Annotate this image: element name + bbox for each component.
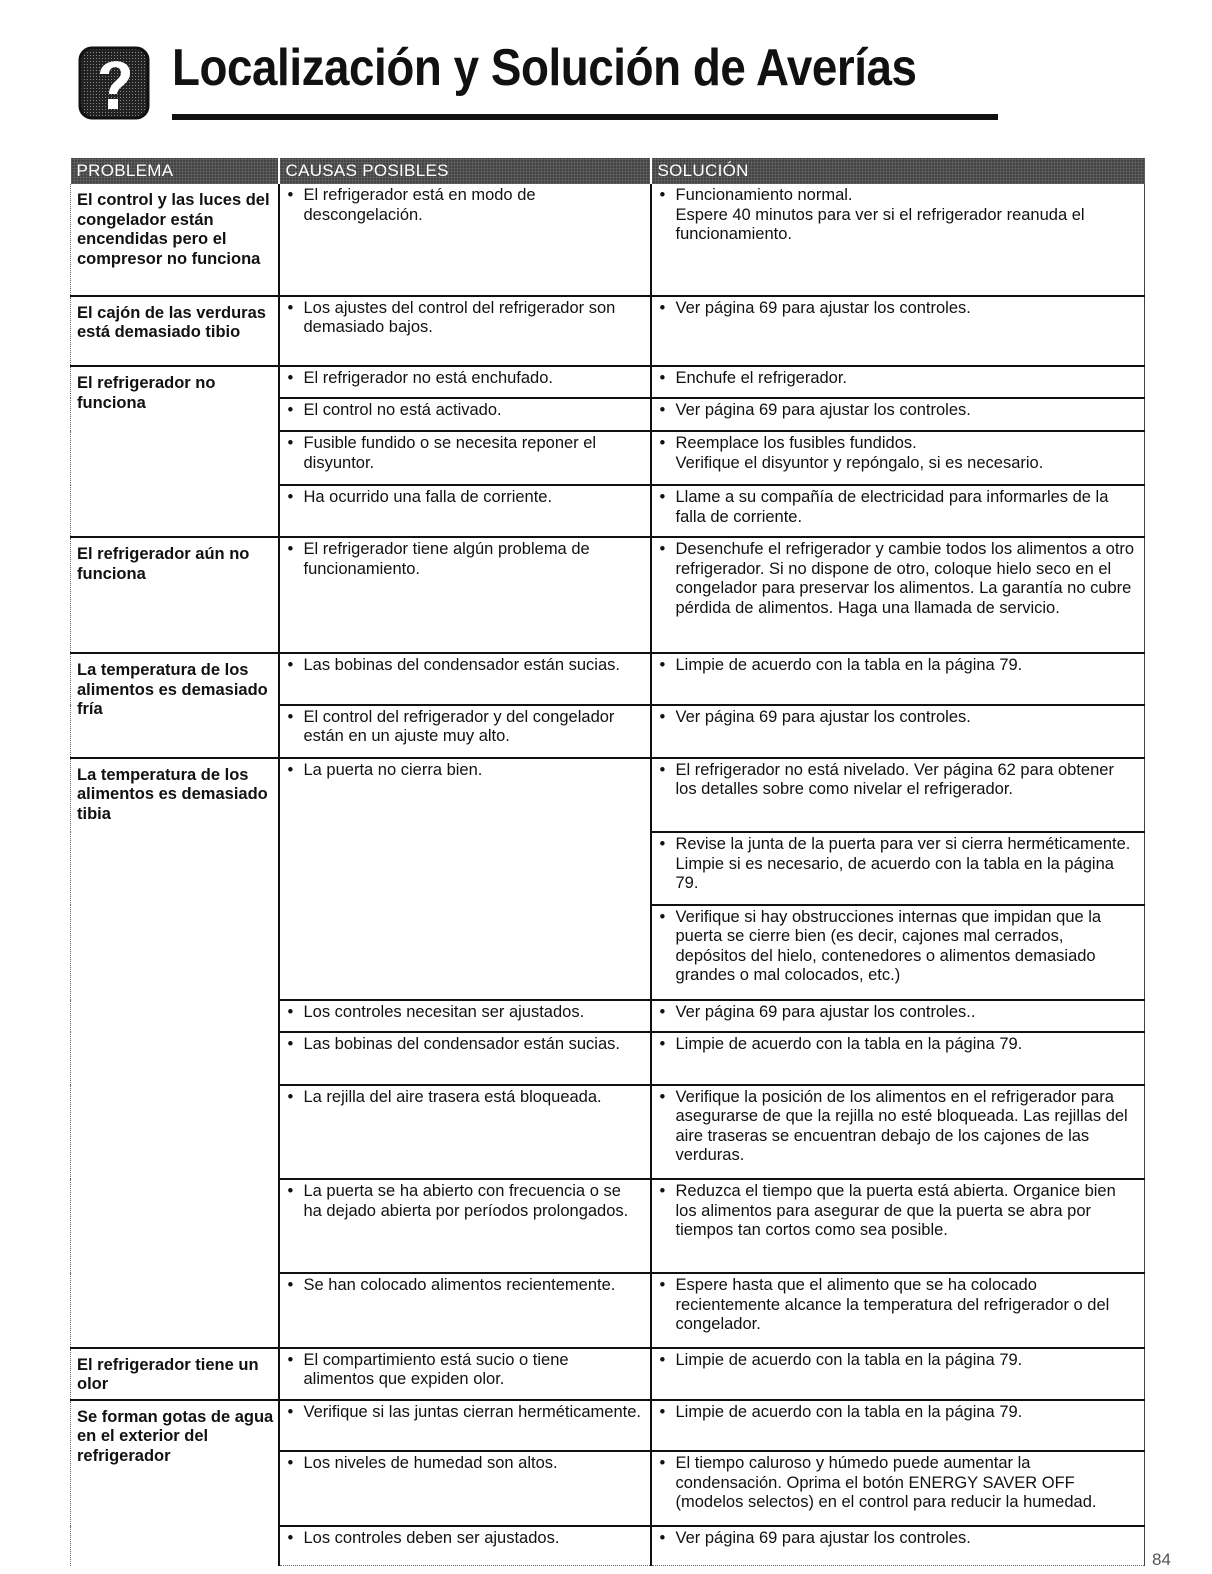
cause-cell: • Los controles deben ser ajustados.: [279, 1526, 651, 1566]
title-area: [78, 36, 920, 126]
cause-cell: • Se han colocado alimentos recientemente.: [279, 1273, 651, 1348]
table-row: [71, 653, 1145, 705]
cause-cell: • Las bobinas del condensador están sucias.: [279, 1032, 651, 1085]
cause-cell: • El control no está activado.: [279, 398, 651, 431]
solution-cell: • Ver página 69 para ajustar los controles.: [651, 705, 1145, 758]
header-causas: CAUSAS POSIBLES: [279, 158, 651, 184]
solution-cell: • Reemplace los fusibles fundidos. Verifique el disyuntor y repóngalo, si es necesario.: [651, 431, 1145, 485]
problem-cell: El refrigerador no funciona: [71, 366, 279, 537]
table-row: [71, 366, 1145, 398]
cause-cell: • Las bobinas del condensador están sucias.: [279, 653, 651, 705]
solution-cell: • Limpie de acuerdo con la tabla en la página 79.: [651, 1032, 1145, 1085]
header-solucion: SOLUCIÓN: [651, 158, 1145, 184]
solution-cell: • Revise la junta de la puerta para ver si cierra herméticamente. Limpie si es necesario, de acuerdo con la tabla en la página 79.: [651, 832, 1145, 904]
table-row: [71, 296, 1145, 366]
cause-cell: • El compartimiento está sucio o tiene alimentos que expiden olor.: [279, 1348, 651, 1400]
solution-cell: • Ver página 69 para ajustar los controles..: [651, 1000, 1145, 1032]
cause-cell: • La rejilla del aire trasera está bloqueada.: [279, 1085, 651, 1179]
cause-cell: • La puerta no cierra bien.: [279, 758, 651, 1000]
solution-cell: • Verifique la posición de los alimentos en el refrigerador para asegurarse de que la rejilla no esté bloqueada. Las rejillas del aire traseras se encuentran debajo de los cajones de las verduras.: [651, 1085, 1145, 1179]
solution-cell: • Llame a su compañía de electricidad para informarles de la falla de corriente.: [651, 485, 1145, 537]
cause-cell: • El refrigerador tiene algún problema de funcionamiento.: [279, 537, 651, 653]
table-row: [71, 1348, 1145, 1400]
page-number: 84: [1152, 1550, 1171, 1569]
problem-cell: El refrigerador aún no funciona: [71, 537, 279, 653]
solution-cell: • Limpie de acuerdo con la tabla en la página 79.: [651, 653, 1145, 705]
question-mark-icon: [78, 46, 150, 120]
problem-cell: Se forman gotas de agua en el exterior del refrigerador: [71, 1400, 279, 1566]
solution-cell: • Ver página 69 para ajustar los controles.: [651, 398, 1145, 431]
table-row: [71, 758, 1145, 833]
page-title: Localización y Solución de Averías: [172, 39, 917, 97]
solution-cell: • Limpie de acuerdo con la tabla en la página 79.: [651, 1400, 1145, 1452]
solution-cell: • Ver página 69 para ajustar los controles.: [651, 1526, 1145, 1566]
table-row: [71, 184, 1145, 296]
problem-cell: La temperatura de los alimentos es demasiado tibia: [71, 758, 279, 1348]
cause-cell: • El control del refrigerador y del congelador están en un ajuste muy alto.: [279, 705, 651, 758]
solution-cell: • El tiempo caluroso y húmedo puede aumentar la condensación. Oprima el botón ENERGY SAVER OFF (modelos selectos) en el control para reducir la humedad.: [651, 1451, 1145, 1526]
header-problema: PROBLEMA: [71, 158, 279, 184]
solution-cell: • Ver página 69 para ajustar los controles.: [651, 296, 1145, 366]
table-row: [71, 537, 1145, 653]
cause-cell: • Los ajustes del control del refrigerador son demasiado bajos.: [279, 296, 651, 366]
solution-cell: • El refrigerador no está nivelado. Ver página 62 para obtener los detalles sobre como nivelar el refrigerador.: [651, 758, 1145, 833]
cause-cell: • Los niveles de humedad son altos.: [279, 1451, 651, 1526]
solution-cell: • Desenchufe el refrigerador y cambie todos los alimentos a otro refrigerador. Si no dispone de otro, coloque hielo seco en el congelador para preservar los alimentos. La garantía no cubre pérdida de alimentos. Haga una llamada de servicio.: [651, 537, 1145, 653]
problem-cell: El refrigerador tiene un olor: [71, 1348, 279, 1400]
solution-cell: • Reduzca el tiempo que la puerta está abierta. Organice bien los alimentos para asegurar de que la puerta se abra por tiempos tan cortos como sea posible.: [651, 1179, 1145, 1273]
cause-cell: • El refrigerador no está enchufado.: [279, 366, 651, 398]
solution-cell: • Enchufe el refrigerador.: [651, 366, 1145, 398]
troubleshooting-table: [70, 158, 1145, 1566]
problem-cell: El control y las luces del congelador están encendidas pero el compresor no funciona: [71, 184, 279, 296]
problem-cell: El cajón de las verduras está demasiado tibio: [71, 296, 279, 366]
table-row: [71, 1400, 1145, 1452]
table-header-row: [71, 158, 1145, 184]
title-underline: [172, 114, 998, 120]
cause-cell: • Ha ocurrido una falla de corriente.: [279, 485, 651, 537]
cause-cell: • Los controles necesitan ser ajustados.: [279, 1000, 651, 1032]
cause-cell: • El refrigerador está en modo de descongelación.: [279, 184, 651, 296]
problem-cell: La temperatura de los alimentos es demasiado fría: [71, 653, 279, 758]
cause-cell: • Verifique si las juntas cierran herméticamente.: [279, 1400, 651, 1452]
solution-cell: • Limpie de acuerdo con la tabla en la página 79.: [651, 1348, 1145, 1400]
cause-cell: • La puerta se ha abierto con frecuencia o se ha dejado abierta por períodos prolongados.: [279, 1179, 651, 1273]
solution-cell: • Verifique si hay obstrucciones internas que impidan que la puerta se cierre bien (es decir, cajones mal cerrados, depósitos del hielo, contenedores o alimentos demasiado grandes o mal colocados, etc.): [651, 905, 1145, 1000]
cause-cell: • Fusible fundido o se necesita reponer el disyuntor.: [279, 431, 651, 485]
solution-cell: • Espere hasta que el alimento que se ha colocado recientemente alcance la temperatura del refrigerador o del congelador.: [651, 1273, 1145, 1348]
solution-cell: • Funcionamiento normal. Espere 40 minutos para ver si el refrigerador reanuda el funcionamiento.: [651, 184, 1145, 296]
